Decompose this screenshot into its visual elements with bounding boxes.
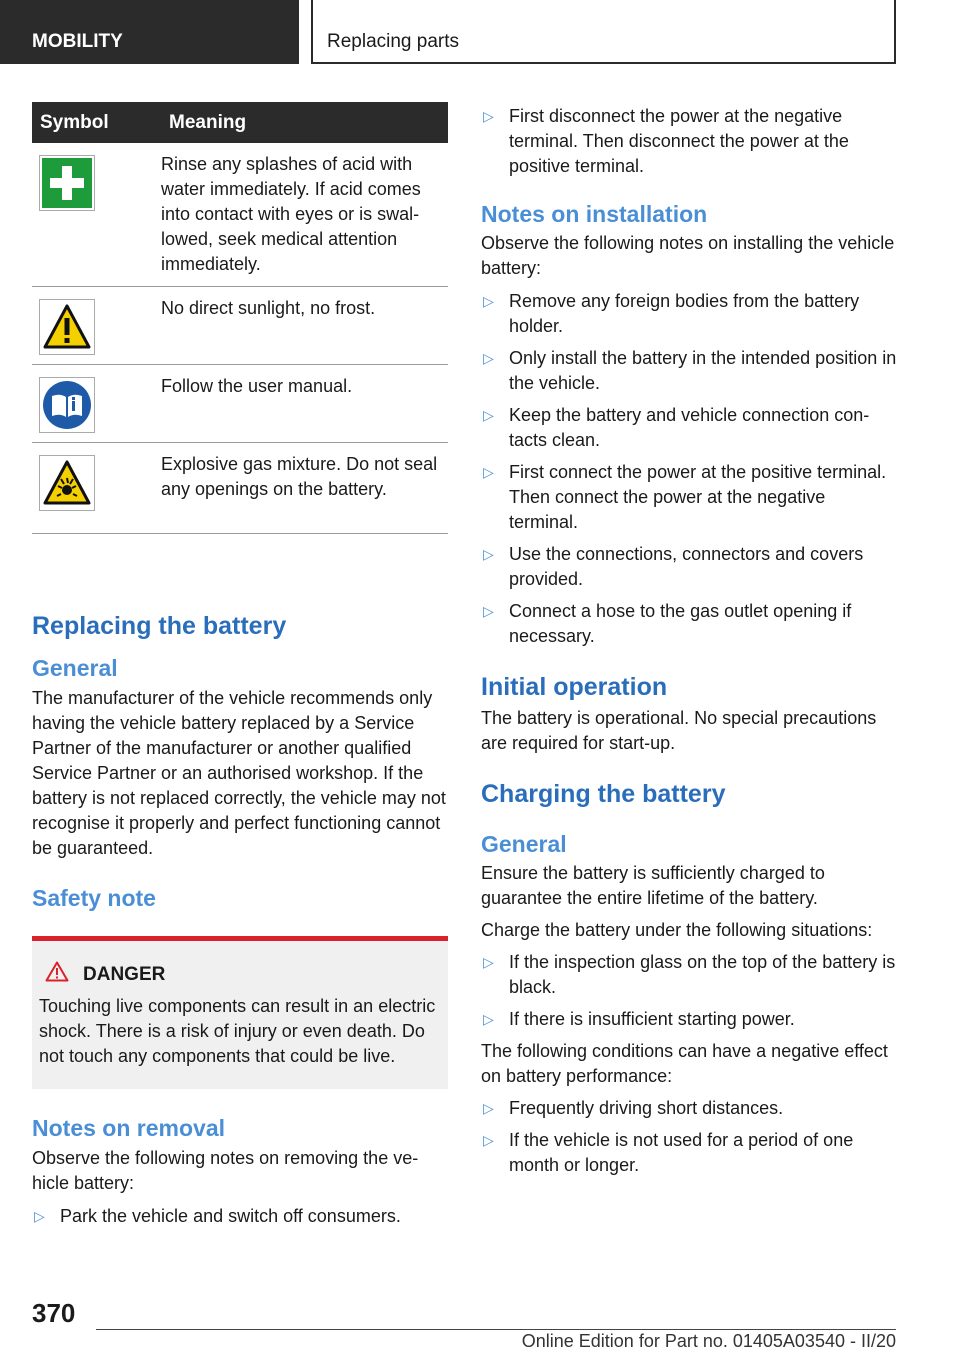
charging-text3: The following conditions can have a negative effect on battery performance: xyxy=(481,1041,888,1086)
removal-intro: Observe the following notes on removing the vehicle battery: xyxy=(32,1148,419,1193)
bullet-triangle-icon: ▷ xyxy=(483,603,494,619)
header-chapter: Replacing parts xyxy=(311,0,896,64)
installation-title: Notes on installation xyxy=(481,201,708,227)
list-item: ▷ If the vehicle is not used for a period of one month or longer. xyxy=(483,1130,854,1175)
initial-title: Initial operation xyxy=(481,673,668,701)
bullet-triangle-icon: ▷ xyxy=(483,1100,494,1116)
danger-label: DANGER xyxy=(83,963,166,985)
bullet-triangle-icon: ▷ xyxy=(483,464,494,480)
list-item: ▷ If the inspection glass on the top of the battery is black. xyxy=(483,952,896,997)
bullet-triangle-icon: ▷ xyxy=(34,1208,45,1224)
list-item: ▷ Only install the battery in the intended position in the vehicle. xyxy=(483,348,897,393)
right-column xyxy=(481,102,897,1178)
table-row xyxy=(32,443,448,534)
list-item: ▷ Use the connections, connectors and covers provided. xyxy=(483,544,864,589)
meaning-cell: Explosive gas mixture. Do not seal any openings on the battery. xyxy=(161,443,448,534)
replacing-general-title: General xyxy=(32,655,118,681)
installation-intro: Observe the following notes on installing the vehicle battery: xyxy=(481,233,895,278)
bullet-triangle-icon: ▷ xyxy=(483,407,494,423)
meaning-cell: Follow the user manual. xyxy=(161,365,448,443)
charging-title: Charging the battery xyxy=(481,780,726,808)
list-item: ▷ Remove any foreign bodies from the battery holder. xyxy=(483,291,860,336)
danger-text: Touching live components can result in an electric shock. There is a risk of injury or even death. Do not touch any components that could be live. xyxy=(39,996,436,1066)
col-symbol-header: Symbol xyxy=(32,102,161,143)
bullet-triangle-icon: ▷ xyxy=(483,350,494,366)
bullet-triangle-icon: ▷ xyxy=(483,293,494,309)
initial-text: The battery is operational. No special precautions are required for start-up. xyxy=(481,708,877,753)
table-row xyxy=(32,143,448,287)
user-manual-icon xyxy=(39,377,95,433)
left-column xyxy=(32,102,448,1229)
warning-triangle-icon xyxy=(39,299,95,355)
charging-text1: Ensure the battery is sufficiently charged to guarantee the entire lifetime of the battery. xyxy=(481,863,825,908)
table-row xyxy=(32,287,448,365)
bullet-triangle-icon: ▷ xyxy=(483,546,494,562)
replacing-title: Replacing the battery xyxy=(32,612,287,640)
list-item: ▷ If there is insufficient starting power. xyxy=(481,1007,897,1032)
table-row xyxy=(32,365,448,443)
list-item: ▷ Connect a hose to the gas outlet opening if necessary. xyxy=(483,601,852,646)
charging-general-title: General xyxy=(481,831,567,857)
col-meaning-header: Meaning xyxy=(161,102,448,143)
first-aid-cross-icon xyxy=(39,155,95,211)
bullet-triangle-icon: ▷ xyxy=(483,1132,494,1148)
bullet-triangle-icon: ▷ xyxy=(483,954,494,970)
bullet-triangle-icon: ▷ xyxy=(483,108,494,124)
list-item: ▷ First disconnect the power at the negative terminal. Then disconnect the power at the positive terminal. xyxy=(483,106,849,176)
list-item: ▷ Park the vehicle and switch off consumers. xyxy=(32,1204,448,1229)
bullet-triangle-icon: ▷ xyxy=(483,1011,494,1027)
replacing-general-text: The manufacturer of the vehicle recommends only having the vehicle battery replaced by a Service Partner of the manufacturer or another qualified Service Partner or an authorised workshop. If the battery is not replaced correctly, the vehicle may not recognise it properly and perfect functioning cannot be guaranteed. xyxy=(32,688,446,858)
list-item: ▷ Frequently driving short distances. xyxy=(481,1096,897,1121)
footer-edition: Online Edition for Part no. 01405A03540 - II/20 xyxy=(521,1331,896,1351)
explosive-gas-icon xyxy=(39,455,95,511)
list-item: ▷ First connect the power at the positive terminal. Then connect the power at the negative terminal. xyxy=(483,462,887,532)
meaning-cell: No direct sunlight, no frost. xyxy=(161,287,448,365)
header-section: MOBILITY xyxy=(0,0,299,64)
list-item: ▷ Keep the battery and vehicle connection contacts clean. xyxy=(483,405,870,450)
symbol-table xyxy=(32,102,448,534)
footer-divider xyxy=(96,1329,896,1330)
page-number: 370 xyxy=(32,1298,76,1328)
danger-box xyxy=(32,936,448,1089)
charging-text2: Charge the battery under the following situations: xyxy=(481,920,873,940)
meaning-cell: Rinse any splashes of acid with water immediately. If acid comes into contact with eyes or is swallowed, seek medical attention immediately. xyxy=(161,143,448,287)
safety-title: Safety note xyxy=(32,885,156,911)
danger-triangle-icon xyxy=(45,961,69,988)
removal-title: Notes on removal xyxy=(32,1115,225,1141)
